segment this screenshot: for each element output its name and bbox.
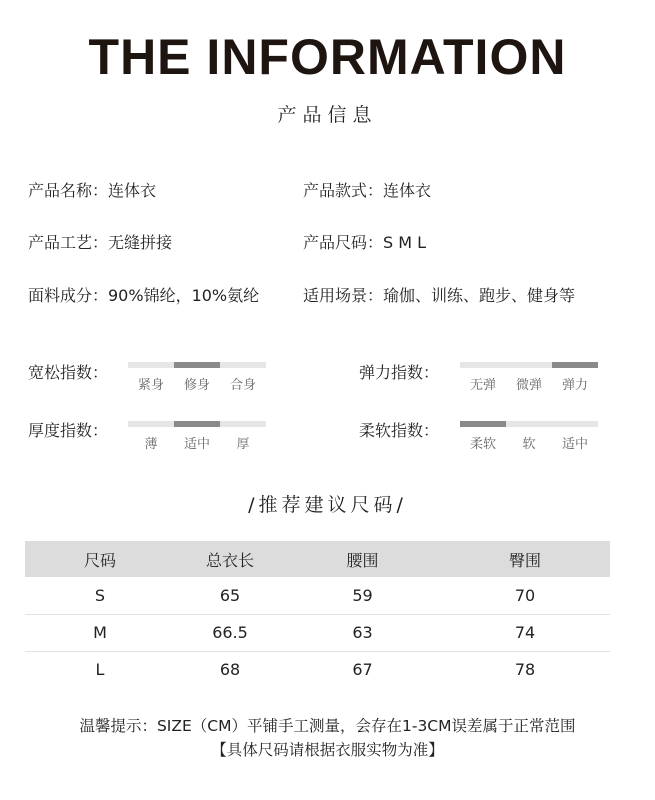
scale-option: 薄 bbox=[144, 437, 158, 452]
table-header: 臀围 bbox=[440, 541, 610, 577]
scale-option: 适中 bbox=[561, 437, 588, 452]
looseness-label: 宽松指数： bbox=[28, 363, 109, 382]
page-title: THE INFORMATION bbox=[88, 29, 567, 85]
info-product-style: 产品款式：连体衣 bbox=[303, 181, 432, 200]
table-cell: 63 bbox=[285, 614, 440, 651]
scale-option: 厚 bbox=[236, 437, 250, 452]
scale-option: 修身 bbox=[183, 378, 210, 393]
softness-scale bbox=[460, 421, 598, 455]
page-subtitle: 产品信息 bbox=[277, 104, 378, 126]
table-header: 总衣长 bbox=[175, 541, 285, 577]
size-table bbox=[25, 541, 610, 688]
scale-fill bbox=[460, 421, 506, 427]
table-cell: 74 bbox=[440, 614, 610, 651]
table-header-row bbox=[25, 541, 610, 577]
tip-block bbox=[0, 714, 655, 762]
table-cell: L bbox=[95, 660, 105, 680]
scale-option: 弹力 bbox=[561, 378, 588, 393]
scale-option: 适中 bbox=[183, 437, 210, 452]
scale-option: 紧身 bbox=[137, 378, 164, 393]
table-cell: 59 bbox=[285, 577, 440, 614]
size-chart-title: /推荐建议尺码/ bbox=[248, 494, 407, 516]
scale-option: 合身 bbox=[229, 378, 256, 393]
info-product-size: 产品尺码：S M L bbox=[303, 233, 427, 252]
table-header: 腰围 bbox=[285, 541, 440, 577]
thickness-scale bbox=[128, 421, 266, 455]
table-row bbox=[25, 577, 610, 614]
elasticity-label: 弹力指数： bbox=[359, 363, 440, 382]
softness-label: 柔软指数： bbox=[359, 421, 440, 440]
table-cell: 67 bbox=[352, 660, 373, 680]
tip-note: 【具体尺码请根据衣服实物为准】 bbox=[211, 741, 444, 759]
table-row bbox=[25, 651, 610, 688]
table-cell: 65 bbox=[175, 577, 285, 614]
table-header: 尺码 bbox=[25, 541, 175, 577]
table-cell: 70 bbox=[440, 577, 610, 614]
scale-fill bbox=[552, 362, 598, 368]
table-cell: 78 bbox=[514, 660, 536, 680]
scale-fill bbox=[174, 421, 220, 427]
tip-line: 温馨提示：SIZE（CM）平铺手工测量，会存在1-3CM误差属于正常范围 bbox=[79, 717, 576, 735]
elasticity-scale bbox=[460, 362, 598, 396]
thickness-label: 厚度指数： bbox=[28, 421, 109, 440]
scale-option: 软 bbox=[522, 437, 536, 452]
info-product-name: 产品名称：连体衣 bbox=[28, 181, 157, 200]
table-cell: 68 bbox=[219, 660, 241, 680]
table-cell: S bbox=[25, 577, 175, 614]
scale-fill bbox=[174, 362, 220, 368]
table-cell: 66.5 bbox=[175, 614, 285, 651]
scale-option: 无弹 bbox=[469, 378, 496, 393]
scale-option: 柔软 bbox=[469, 437, 496, 452]
scale-option: 微弹 bbox=[515, 378, 542, 393]
info-fabric: 面料成分：90%锦纶，10%氨纶 bbox=[28, 286, 260, 305]
table-row bbox=[25, 614, 610, 651]
info-product-craft: 产品工艺：无缝拼接 bbox=[28, 233, 173, 252]
table-cell: M bbox=[25, 614, 175, 651]
looseness-scale bbox=[128, 362, 266, 396]
info-scene: 适用场景：瑜伽、训练、跑步、健身等 bbox=[303, 286, 576, 305]
